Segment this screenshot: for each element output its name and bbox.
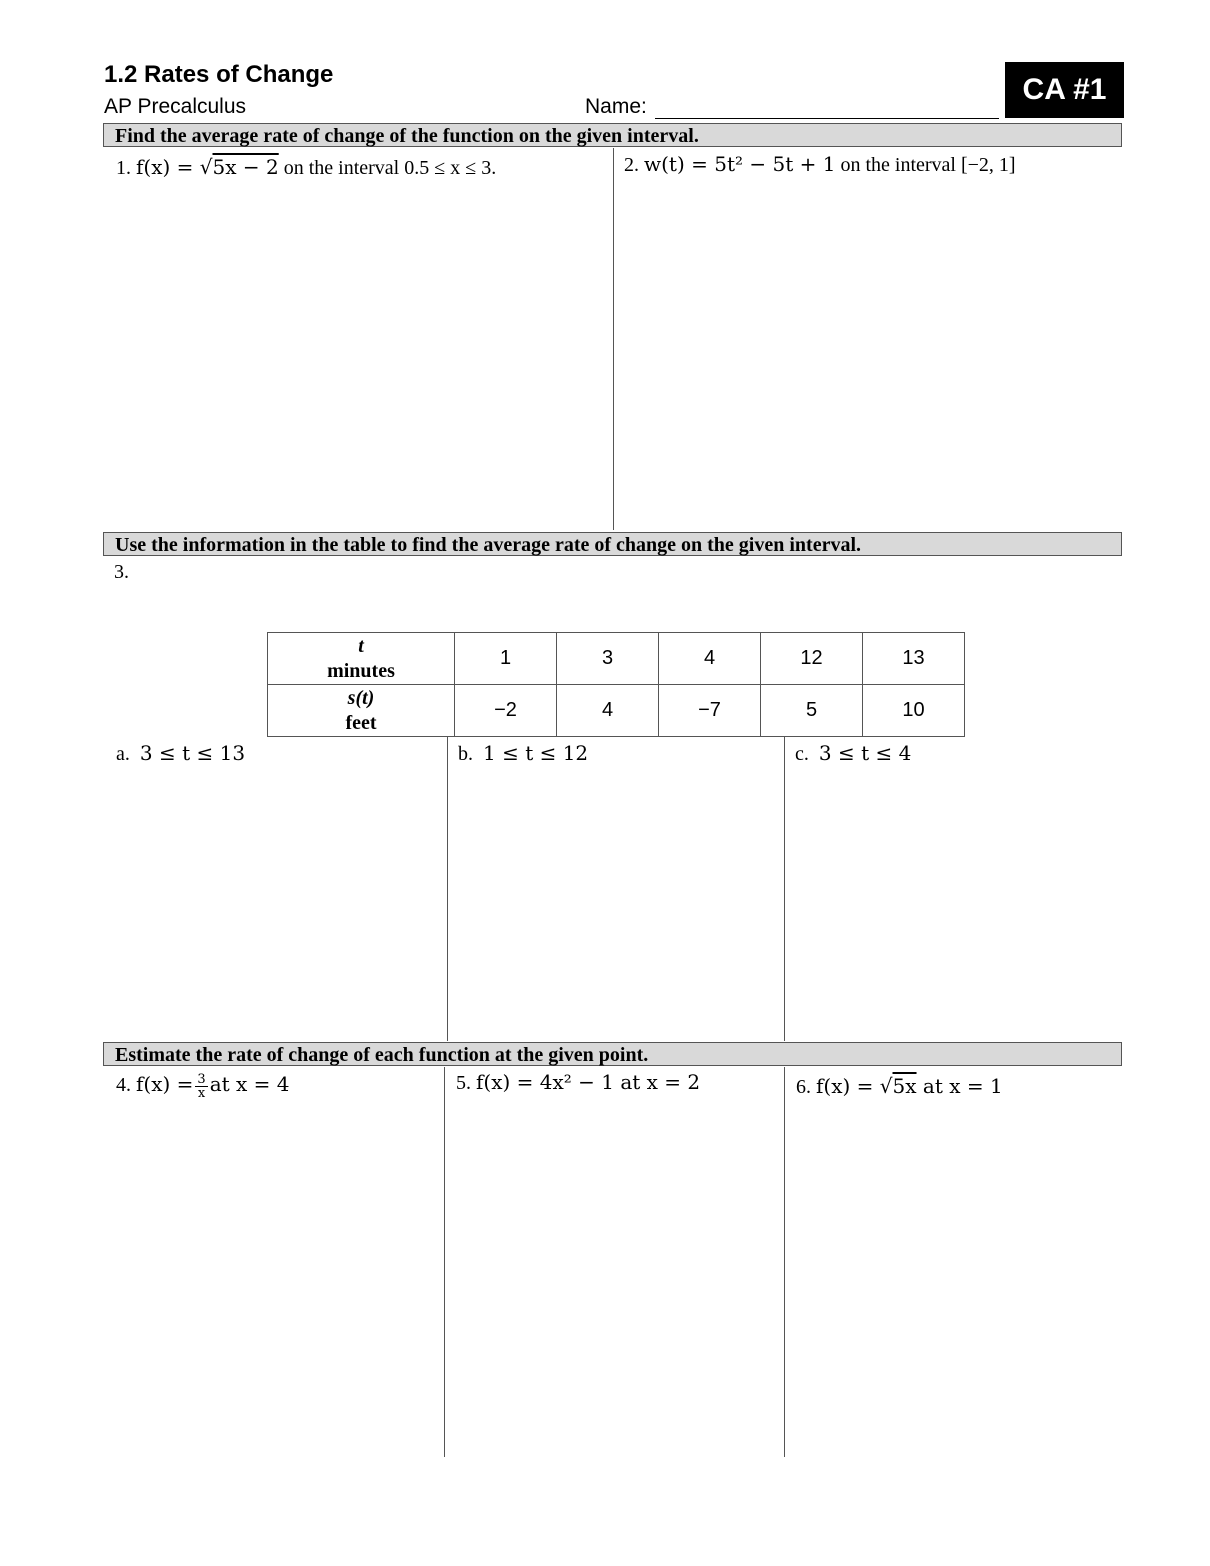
table-row (268, 633, 965, 685)
table-cell: 4 (557, 685, 659, 737)
section2-instruction: Use the information in the table to find the average rate of change on the given interval. (103, 532, 1122, 556)
problem-4-number: 4. (116, 1074, 131, 1096)
problem-4-function: f(x) = (136, 1072, 194, 1096)
part-c-interval: 3 ≤ t ≤ 4 (818, 741, 912, 765)
table-cell: −2 (455, 685, 557, 737)
problem-4-fraction (195, 1073, 207, 1100)
table-unit-minutes: minutes (327, 659, 395, 682)
table-cell: 13 (863, 633, 965, 685)
problem-4 (116, 1072, 289, 1100)
name-input-line[interactable] (655, 118, 999, 119)
part-c (795, 741, 911, 766)
table-var-t: t (358, 634, 364, 657)
table-cell: 5 (761, 685, 863, 737)
section2-divider-left (447, 737, 448, 1041)
problem-6-radicand: 5x (892, 1074, 917, 1098)
course-name: AP Precalculus (104, 95, 247, 118)
problem-5 (456, 1070, 700, 1095)
problem-1 (116, 155, 496, 180)
part-a (116, 741, 245, 766)
problem-1-number: 1. (116, 157, 131, 179)
table-header-s (268, 685, 455, 737)
problem-5-function: f(x) = 4x² − 1 (476, 1070, 614, 1094)
radical-icon: √ (879, 1074, 893, 1098)
problem-6-number: 6. (796, 1076, 811, 1098)
table-unit-feet: feet (345, 711, 377, 734)
table-var-s: s(t) (347, 686, 375, 709)
section3-divider-left (444, 1067, 445, 1457)
table-cell: 4 (659, 633, 761, 685)
table-cell: 3 (557, 633, 659, 685)
problem-6-function: f(x) = (816, 1074, 880, 1098)
problem-1-interval: on the interval 0.5 ≤ x ≤ 3. (278, 157, 497, 179)
problem-2-number: 2. (624, 154, 639, 176)
table-cell: −7 (659, 685, 761, 737)
section1-instruction: Find the average rate of change of the function on the given interval. (103, 123, 1122, 147)
part-c-label: c. (795, 743, 809, 765)
table-header-t (268, 633, 455, 685)
problem-6 (796, 1074, 1003, 1099)
part-b-interval: 1 ≤ t ≤ 12 (483, 741, 589, 765)
problem-1-radicand: 5x − 2 (212, 155, 279, 179)
problem-2-interval: on the interval [−2, 1] (835, 154, 1016, 176)
table-cell: 1 (455, 633, 557, 685)
section3-divider-right (784, 1067, 785, 1457)
fraction-numerator: 3 (197, 1071, 206, 1087)
problem-1-function: f(x) = (136, 155, 200, 179)
table-cell: 10 (863, 685, 965, 737)
page-title: 1.2 Rates of Change (104, 61, 334, 88)
radical-icon: √ (199, 155, 213, 179)
table-row (268, 685, 965, 737)
problem-2 (624, 152, 1016, 177)
name-label: Name: (585, 95, 647, 118)
problem-2-function: w(t) = 5t² − 5t + 1 (644, 152, 836, 176)
problem-6-point: at x = 1 (916, 1074, 1003, 1098)
problem-4-point: at x = 4 (209, 1072, 290, 1096)
rate-table (267, 632, 965, 737)
assessment-badge: CA #1 (1005, 62, 1124, 118)
table-cell: 12 (761, 633, 863, 685)
problem-5-point: at x = 2 (613, 1070, 701, 1094)
section1-divider (613, 148, 614, 530)
part-a-interval: 3 ≤ t ≤ 13 (139, 741, 246, 765)
fraction-denominator: x (197, 1085, 206, 1101)
problem-3-number: 3. (114, 561, 129, 583)
part-a-label: a. (116, 743, 130, 765)
part-b (458, 741, 588, 766)
section2-divider-right (784, 737, 785, 1041)
section3-instruction: Estimate the rate of change of each function at the given point. (103, 1042, 1122, 1066)
problem-5-number: 5. (456, 1072, 471, 1094)
part-b-label: b. (458, 743, 473, 765)
